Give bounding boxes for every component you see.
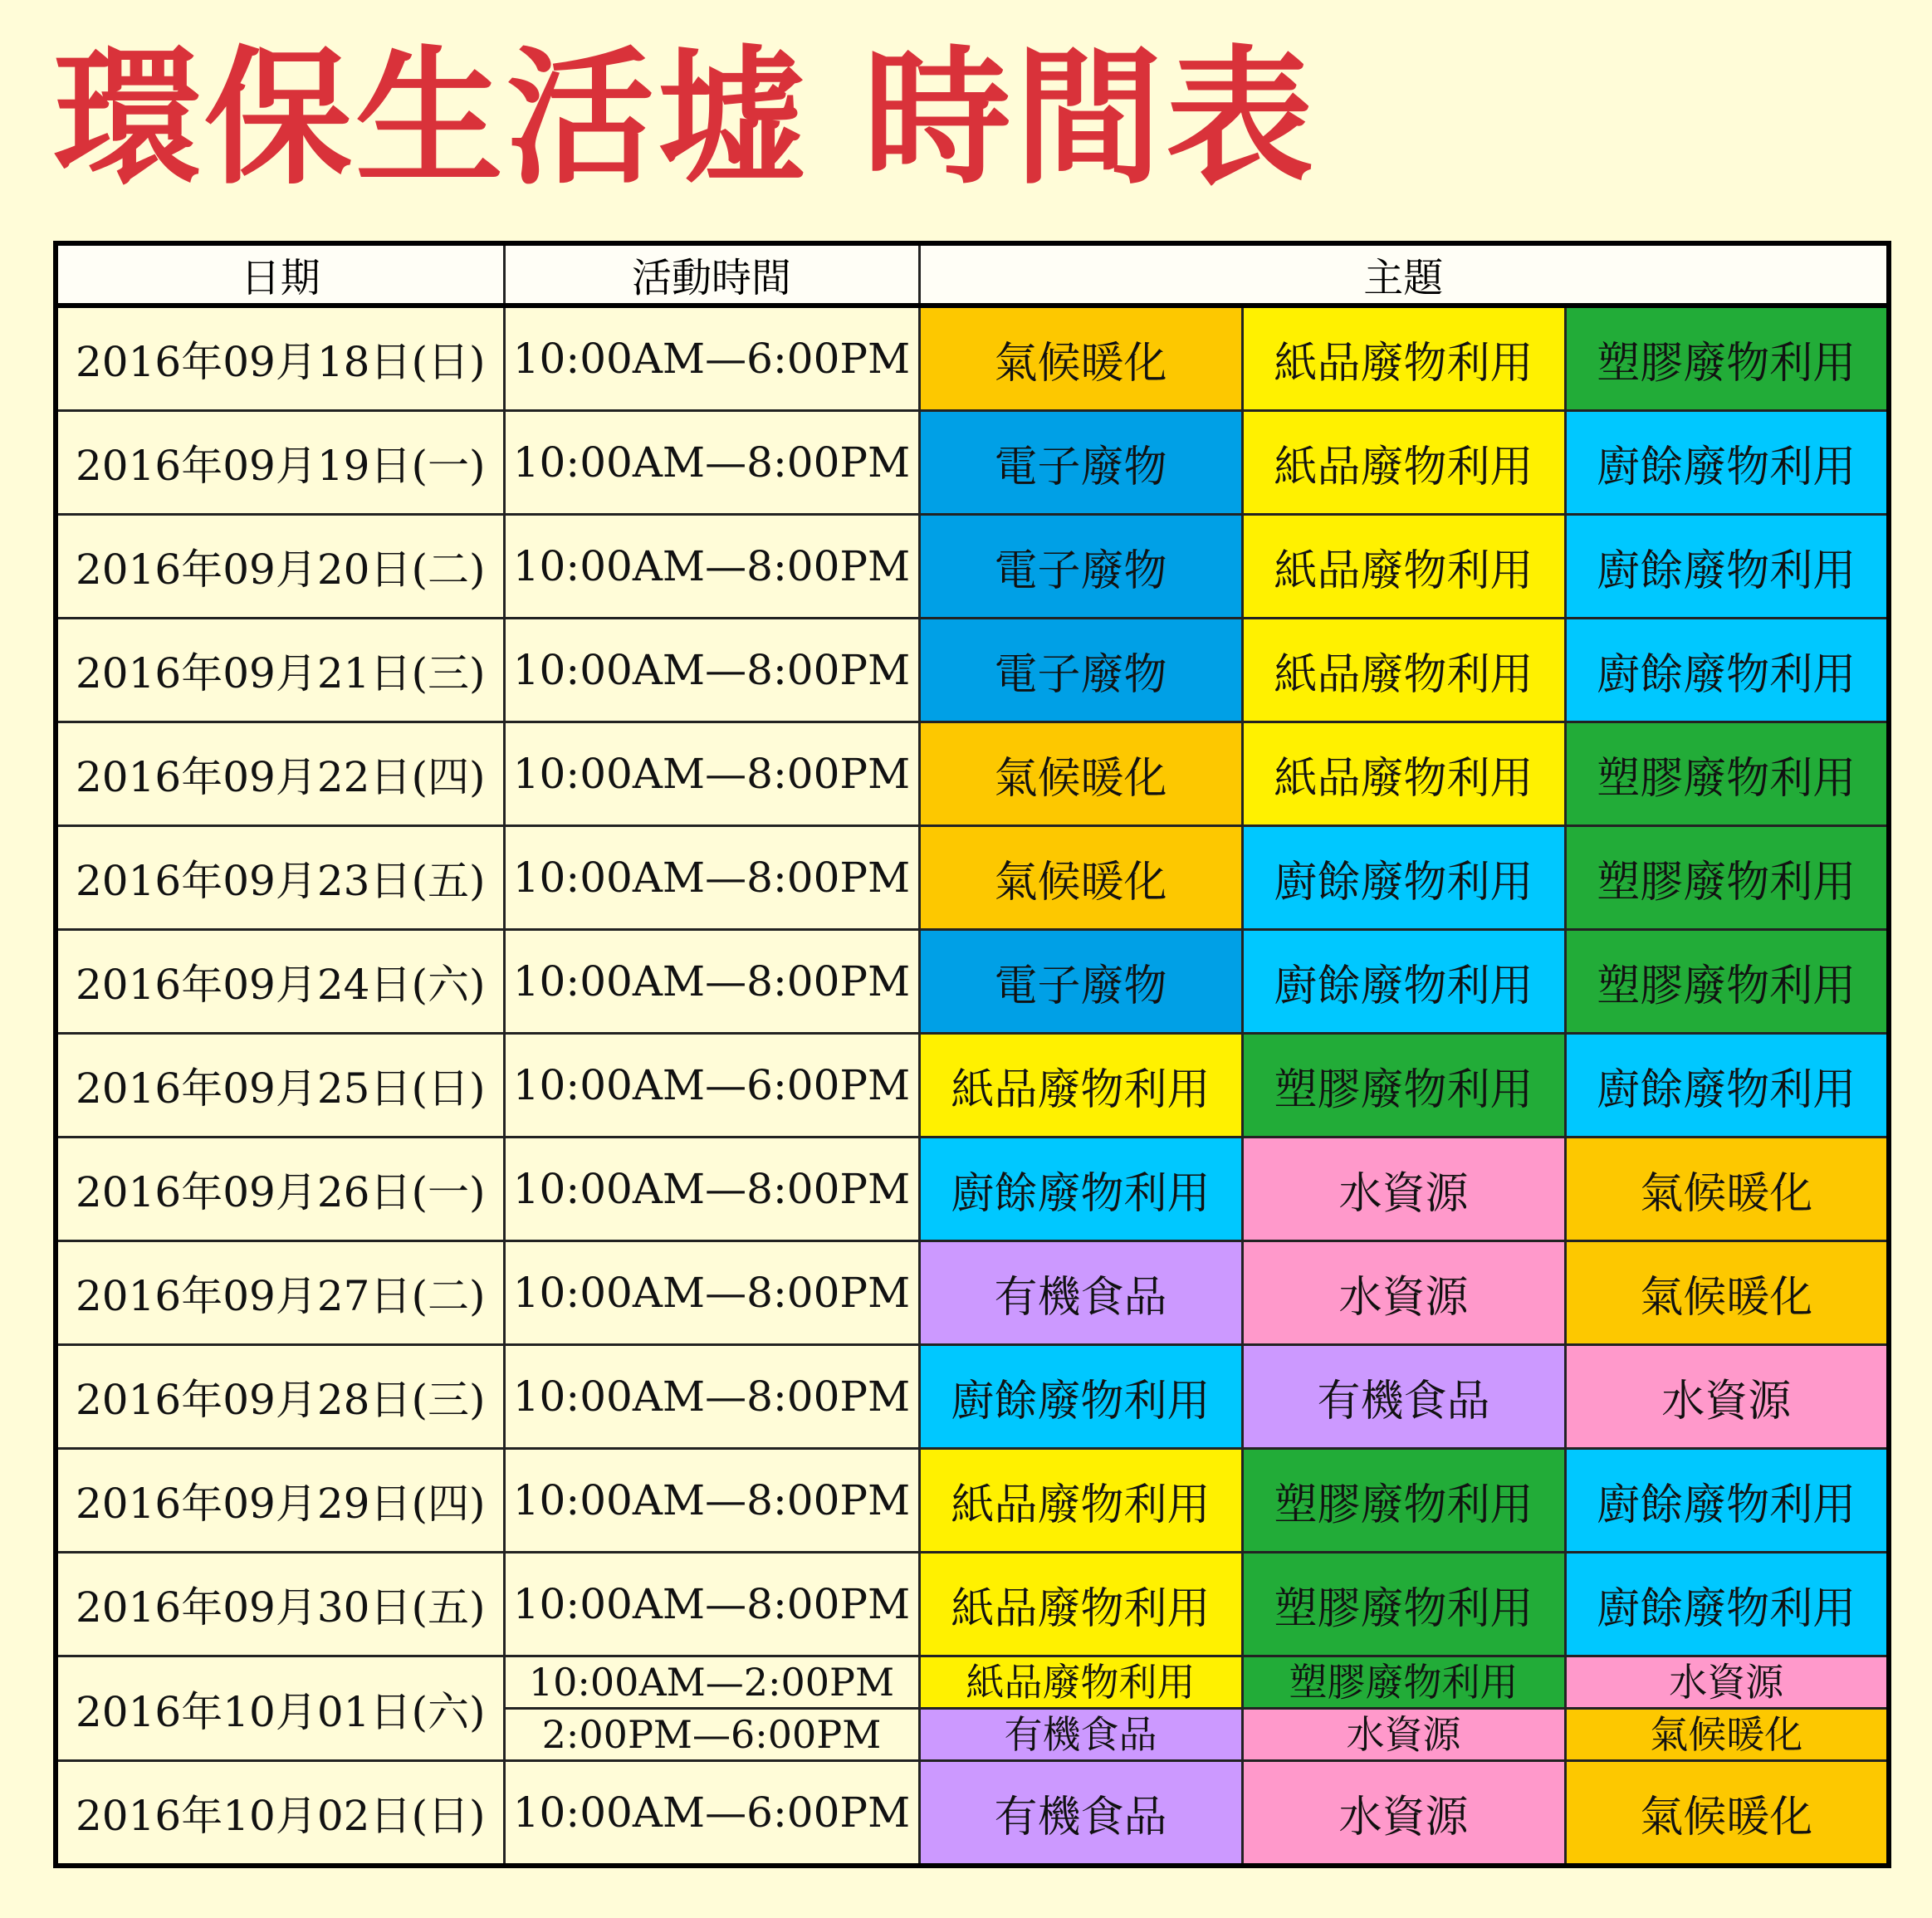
date-cell: 2016年09月26日(一) bbox=[56, 1138, 504, 1241]
theme-cell: 塑膠廢物利用 bbox=[1242, 1656, 1565, 1709]
time-cell: 10:00AM—8:00PM bbox=[504, 1345, 919, 1449]
theme-cell: 紙品廢物利用 bbox=[1242, 411, 1565, 515]
theme-cell: 廚餘廢物利用 bbox=[1565, 1449, 1889, 1553]
table-row bbox=[56, 722, 1889, 826]
table-row bbox=[56, 515, 1889, 619]
date-cell: 2016年10月02日(日) bbox=[56, 1761, 504, 1867]
header-row bbox=[56, 243, 1889, 306]
theme-cell: 電子廢物 bbox=[919, 411, 1242, 515]
date-cell: 2016年09月22日(四) bbox=[56, 722, 504, 826]
theme-cell: 紙品廢物利用 bbox=[919, 1656, 1242, 1709]
theme-cell: 紙品廢物利用 bbox=[919, 1449, 1242, 1553]
time-cell: 10:00AM—8:00PM bbox=[504, 619, 919, 722]
theme-cell: 電子廢物 bbox=[919, 930, 1242, 1034]
date-cell: 2016年10月01日(六) bbox=[56, 1656, 504, 1761]
date-cell: 2016年09月27日(二) bbox=[56, 1241, 504, 1345]
date-cell: 2016年09月24日(六) bbox=[56, 930, 504, 1034]
theme-cell: 水資源 bbox=[1242, 1709, 1565, 1761]
theme-cell: 廚餘廢物利用 bbox=[1565, 411, 1889, 515]
table-row bbox=[56, 306, 1889, 411]
theme-cell: 紙品廢物利用 bbox=[919, 1553, 1242, 1656]
theme-cell: 水資源 bbox=[1565, 1656, 1889, 1709]
theme-cell: 廚餘廢物利用 bbox=[1242, 826, 1565, 930]
header-theme: 主題 bbox=[919, 243, 1889, 306]
time-cell: 10:00AM—8:00PM bbox=[504, 1241, 919, 1345]
date-cell: 2016年09月29日(四) bbox=[56, 1449, 504, 1553]
date-cell: 2016年09月23日(五) bbox=[56, 826, 504, 930]
theme-cell: 塑膠廢物利用 bbox=[1242, 1449, 1565, 1553]
time-cell: 10:00AM—2:00PM bbox=[504, 1656, 919, 1709]
time-cell: 10:00AM—8:00PM bbox=[504, 1553, 919, 1656]
theme-cell: 有機食品 bbox=[919, 1761, 1242, 1867]
theme-cell: 塑膠廢物利用 bbox=[1565, 826, 1889, 930]
theme-cell: 廚餘廢物利用 bbox=[919, 1138, 1242, 1241]
theme-cell: 氣候暖化 bbox=[1565, 1138, 1889, 1241]
date-cell: 2016年09月19日(一) bbox=[56, 411, 504, 515]
theme-cell: 廚餘廢物利用 bbox=[1242, 930, 1565, 1034]
theme-cell: 紙品廢物利用 bbox=[1242, 515, 1565, 619]
date-cell: 2016年09月21日(三) bbox=[56, 619, 504, 722]
theme-cell: 廚餘廢物利用 bbox=[1565, 1553, 1889, 1656]
table-row bbox=[56, 1138, 1889, 1241]
time-cell: 10:00AM—6:00PM bbox=[504, 1034, 919, 1138]
theme-cell: 氣候暖化 bbox=[1565, 1709, 1889, 1761]
theme-cell: 有機食品 bbox=[919, 1709, 1242, 1761]
theme-cell: 氣候暖化 bbox=[919, 826, 1242, 930]
table-row bbox=[56, 1761, 1889, 1867]
table-row bbox=[56, 1034, 1889, 1138]
time-cell: 10:00AM—6:00PM bbox=[504, 1761, 919, 1867]
theme-cell: 有機食品 bbox=[919, 1241, 1242, 1345]
theme-cell: 紙品廢物利用 bbox=[1242, 619, 1565, 722]
date-cell: 2016年09月18日(日) bbox=[56, 306, 504, 411]
theme-cell: 紙品廢物利用 bbox=[1242, 722, 1565, 826]
table-row bbox=[56, 826, 1889, 930]
theme-cell: 水資源 bbox=[1565, 1345, 1889, 1449]
table-row bbox=[56, 930, 1889, 1034]
theme-cell: 塑膠廢物利用 bbox=[1242, 1034, 1565, 1138]
table-row bbox=[56, 1449, 1889, 1553]
theme-cell: 氣候暖化 bbox=[1565, 1761, 1889, 1867]
time-cell: 10:00AM—6:00PM bbox=[504, 306, 919, 411]
date-cell: 2016年09月20日(二) bbox=[56, 515, 504, 619]
time-cell: 10:00AM—8:00PM bbox=[504, 930, 919, 1034]
time-cell: 10:00AM—8:00PM bbox=[504, 1138, 919, 1241]
time-cell: 10:00AM—8:00PM bbox=[504, 515, 919, 619]
time-cell: 10:00AM—8:00PM bbox=[504, 722, 919, 826]
theme-cell: 電子廢物 bbox=[919, 515, 1242, 619]
theme-cell: 氣候暖化 bbox=[919, 722, 1242, 826]
theme-cell: 廚餘廢物利用 bbox=[919, 1345, 1242, 1449]
table-row bbox=[56, 1241, 1889, 1345]
table-row bbox=[56, 1656, 1889, 1709]
schedule-table bbox=[53, 241, 1891, 1868]
header-time: 活動時間 bbox=[504, 243, 919, 306]
theme-cell: 氣候暖化 bbox=[1565, 1241, 1889, 1345]
table-row bbox=[56, 1345, 1889, 1449]
time-cell: 2:00PM—6:00PM bbox=[504, 1709, 919, 1761]
page-title: 環保生活墟 時間表 bbox=[53, 32, 1317, 204]
theme-cell: 氣候暖化 bbox=[919, 306, 1242, 411]
header-date: 日期 bbox=[56, 243, 504, 306]
theme-cell: 廚餘廢物利用 bbox=[1565, 1034, 1889, 1138]
theme-cell: 廚餘廢物利用 bbox=[1565, 515, 1889, 619]
theme-cell: 廚餘廢物利用 bbox=[1565, 619, 1889, 722]
table-row bbox=[56, 619, 1889, 722]
theme-cell: 紙品廢物利用 bbox=[1242, 306, 1565, 411]
theme-cell: 塑膠廢物利用 bbox=[1565, 930, 1889, 1034]
table-row bbox=[56, 1553, 1889, 1656]
theme-cell: 水資源 bbox=[1242, 1761, 1565, 1867]
theme-cell: 水資源 bbox=[1242, 1241, 1565, 1345]
schedule-body bbox=[56, 306, 1889, 1866]
theme-cell: 塑膠廢物利用 bbox=[1565, 722, 1889, 826]
theme-cell: 水資源 bbox=[1242, 1138, 1565, 1241]
theme-cell: 塑膠廢物利用 bbox=[1565, 306, 1889, 411]
theme-cell: 塑膠廢物利用 bbox=[1242, 1553, 1565, 1656]
date-cell: 2016年09月30日(五) bbox=[56, 1553, 504, 1656]
date-cell: 2016年09月25日(日) bbox=[56, 1034, 504, 1138]
time-cell: 10:00AM—8:00PM bbox=[504, 1449, 919, 1553]
theme-cell: 電子廢物 bbox=[919, 619, 1242, 722]
theme-cell: 有機食品 bbox=[1242, 1345, 1565, 1449]
table-row bbox=[56, 411, 1889, 515]
theme-cell: 紙品廢物利用 bbox=[919, 1034, 1242, 1138]
time-cell: 10:00AM—8:00PM bbox=[504, 411, 919, 515]
date-cell: 2016年09月28日(三) bbox=[56, 1345, 504, 1449]
time-cell: 10:00AM—8:00PM bbox=[504, 826, 919, 930]
